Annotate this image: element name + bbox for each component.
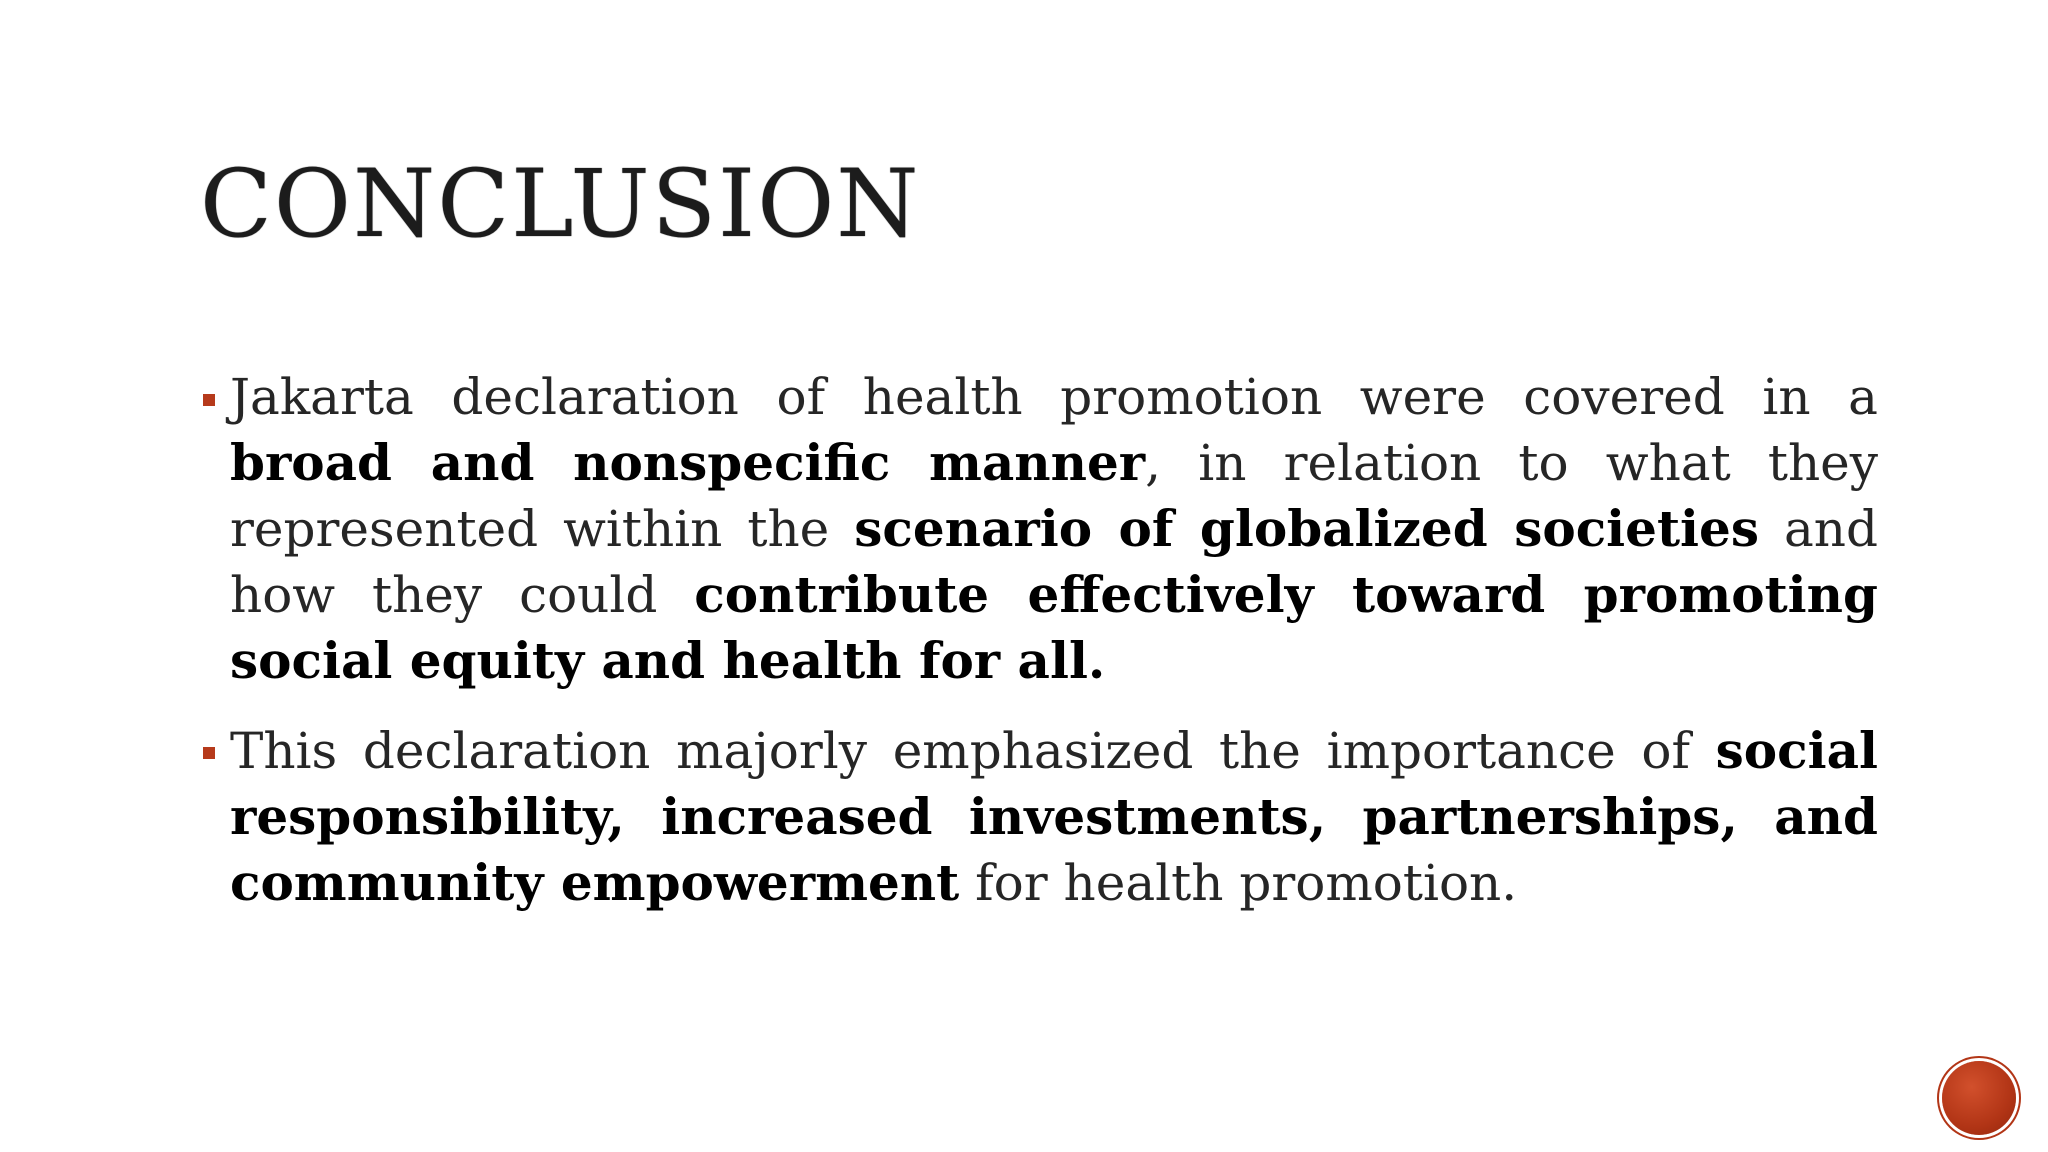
bullet-item (200, 718, 1878, 916)
bullet-list (200, 365, 1878, 940)
bullet-text: for health promotion. (959, 854, 1518, 912)
bullet-bold-text: contribute effectively toward promoting social equity and health for all. (230, 565, 1878, 690)
square-bullet-icon (203, 747, 215, 759)
bullet-text: Jakarta declaration of health promotion were covered in a (230, 368, 1878, 426)
bullet-text: and how they could (230, 500, 1878, 624)
square-bullet-icon (203, 394, 215, 406)
bullet-bold-text: broad and nonspecific manner (230, 433, 1146, 492)
bullet-text: This declaration majorly emphasized the importance of (230, 722, 1716, 780)
next-slide-button[interactable] (1942, 1061, 2016, 1135)
bullet-bold-text: social responsibility, increased investments, partnerships, and community empowerment (230, 721, 1878, 912)
bullet-bold-text: scenario of globalized societies (854, 499, 1759, 558)
slide-title: CONCLUSION (200, 150, 921, 259)
bullet-text: , in relation to what they represented within the (230, 434, 1878, 558)
bullet-item (200, 365, 1878, 694)
